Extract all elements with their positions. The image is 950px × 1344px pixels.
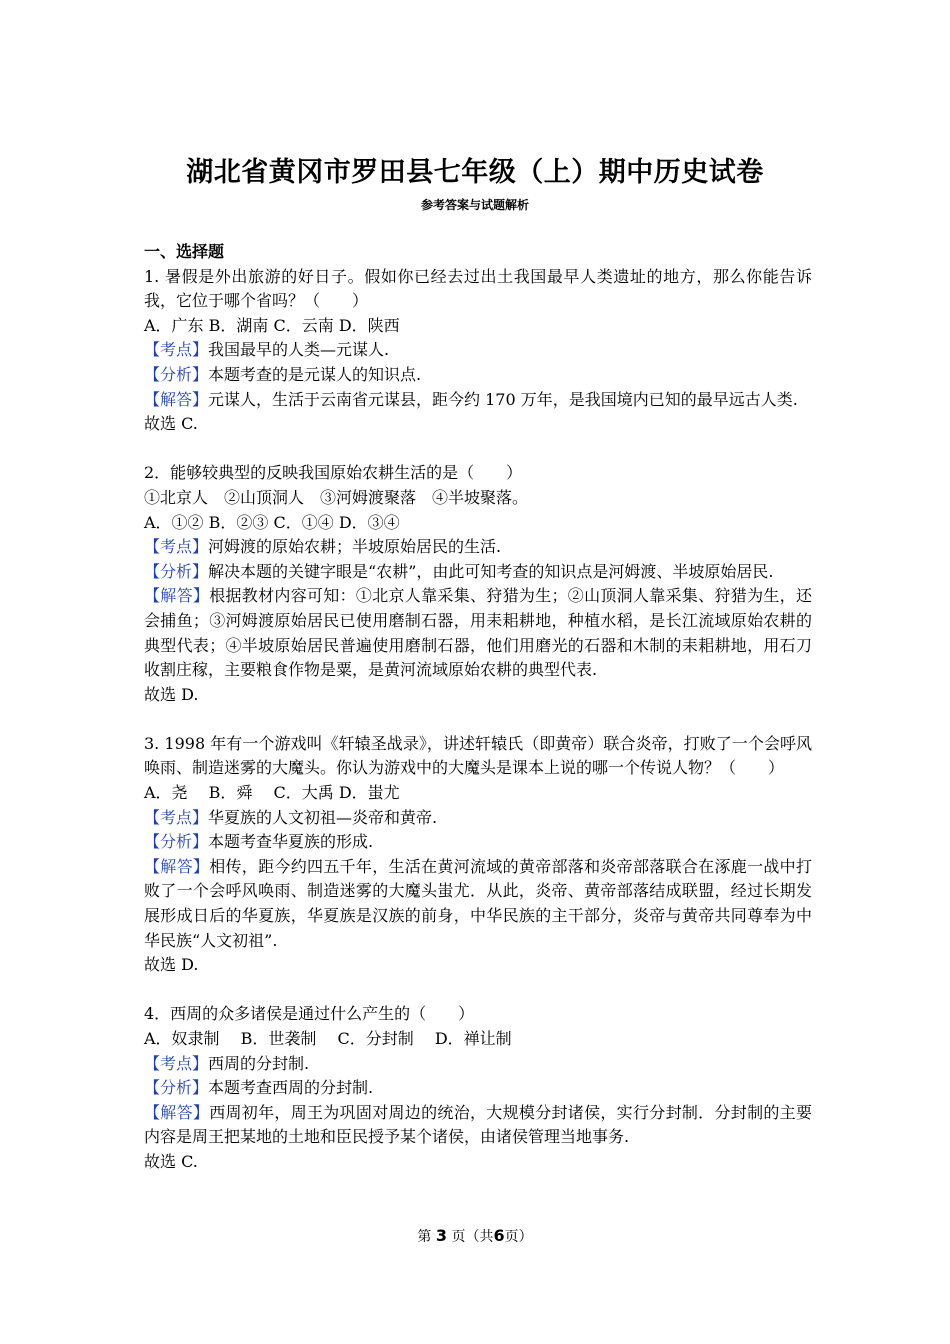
jieda-tag: 【解答】 [144, 389, 209, 409]
jieda-line [144, 855, 812, 953]
footer-suffix: 页） [504, 1229, 533, 1245]
jieda-text: 元谋人，生活于云南省元谋县，距今约 170 万年，是我国境内已知的最早远古人类. [208, 389, 798, 409]
footer-page-total: 6 [493, 1226, 505, 1245]
section-heading: 一、选择题 [144, 242, 225, 261]
jieda-line [144, 1101, 812, 1150]
footer-prefix: 第 [417, 1229, 432, 1245]
page-footer [0, 1226, 950, 1246]
question-options: A．①② B．②③ C．①④ D．③④ [144, 512, 400, 532]
question-stem: 2．能够较典型的反映我国原始农耕生活的是（ ） [144, 463, 523, 483]
fenxi-tag: 【分析】 [144, 1078, 209, 1098]
page-title: 湖北省黄冈市罗田县七年级（上）期中历史试卷 [186, 157, 764, 188]
question-stem: 1. 暑假是外出旅游的好日子。假如你已经去过出土我国最早人类遗址的地方，那么你能告诉我，它位于哪个省吗？（ ） [144, 266, 812, 311]
footer-page-number: 3 [435, 1226, 447, 1245]
question-stem: 4．西周的众多诸侯是通过什么产生的（ ） [144, 1004, 475, 1024]
question-options: A．尧 B．舜 C．大禹 D．蚩尤 [144, 783, 400, 803]
jieda-text: 根据教材内容可知：①北京人靠采集、狩猎为生；②山顶洞人靠采集、狩猎为生，还会捕鱼；③河姆渡原始居民已使用磨制石器，用耒耜耕地，种植水稻，是长江流域原始农耕的典型代表；④半坡原始居民普遍使用磨制石器，他们用磨光的石器和木制的耒耜耕地，用石刀收割庄稼，主要粮食作物是粟，是黄河流域原始农耕的典型代表. [144, 586, 812, 680]
kaodian-line [144, 338, 812, 363]
kaodian-tag: 【考点】 [144, 807, 209, 827]
answer-line: 故选 D. [144, 955, 199, 975]
kaodian-text: 我国最早的人类—元谋人. [208, 340, 390, 360]
jieda-tag: 【解答】 [144, 586, 210, 606]
jieda-line [144, 584, 812, 682]
jieda-text: 相传，距今约四五千年，生活在黄河流域的黄帝部落和炎帝部落联合在涿鹿一战中打败了一个会呼风唤雨、制造迷雾的大魔头蚩尤．从此，炎帝、黄帝部落结成联盟，经过长期发展形成日后的华夏族，华夏族是汉族的前身，中华民族的主干部分，炎帝与黄帝共同尊奉为中华民族“人文初祖”. [144, 856, 812, 950]
kaodian-line [144, 535, 812, 560]
question-options: A．奴隶制 B．世袭制 C．分封制 D．禅让制 [144, 1029, 512, 1048]
fenxi-tag: 【分析】 [144, 832, 209, 852]
question-options: A．广东 B．湖南 C．云南 D．陕西 [144, 315, 400, 335]
answer-line: 故选 D. [144, 684, 199, 704]
question-extra: ①北京人 ②山顶洞人 ③河姆渡聚落 ④半坡聚落。 [144, 487, 529, 507]
fenxi-line [144, 363, 812, 388]
jieda-tag: 【解答】 [144, 856, 210, 876]
kaodian-line [144, 806, 812, 831]
fenxi-text: 本题考查西周的分封制. [208, 1078, 374, 1098]
question-4 [144, 1002, 812, 1174]
question-2 [144, 461, 812, 707]
content [144, 240, 812, 1175]
fenxi-line [144, 560, 812, 585]
kaodian-line [144, 1052, 812, 1077]
fenxi-tag: 【分析】 [144, 561, 209, 581]
jieda-tag: 【解答】 [144, 1102, 210, 1122]
jieda-text: 西周初年，周王为巩固对周边的统治，大规模分封诸侯，实行分封制．分封制的主要内容是周王把某地的土地和臣民授予某个诸侯，由诸侯管理当地事务. [144, 1102, 812, 1147]
page-subtitle: 参考答案与试题解析 [420, 198, 529, 212]
fenxi-line [144, 830, 812, 855]
question-stem: 3. 1998 年有一个游戏叫《轩辕圣战录》，讲述轩辕氏（即黄帝）联合炎帝，打败了一个会呼风唤雨、制造迷雾的大魔头。你认为游戏中的大魔头是课本上说的哪一个传说人物？（ ） [144, 733, 812, 778]
jieda-line [144, 388, 812, 413]
kaodian-text: 西周的分封制. [208, 1053, 310, 1073]
kaodian-tag: 【考点】 [144, 537, 209, 557]
fenxi-text: 本题考查华夏族的形成. [208, 832, 374, 852]
question-3 [144, 732, 812, 978]
footer-middle: 页（共 [451, 1229, 494, 1245]
fenxi-line [144, 1076, 812, 1101]
kaodian-text: 河姆渡的原始农耕；半坡原始居民的生活. [208, 537, 502, 557]
fenxi-text: 本题考查的是元谋人的知识点. [208, 364, 422, 384]
answer-line: 故选 C. [144, 414, 198, 434]
kaodian-tag: 【考点】 [144, 1053, 209, 1073]
question-1 [144, 265, 812, 437]
kaodian-tag: 【考点】 [144, 340, 209, 360]
fenxi-text: 解决本题的关键字眼是“农耕”，由此可知考查的知识点是河姆渡、半坡原始居民. [208, 561, 774, 581]
kaodian-text: 华夏族的人文初祖—炎帝和黄帝. [208, 807, 438, 827]
fenxi-tag: 【分析】 [144, 364, 209, 384]
answer-line: 故选 C. [144, 1151, 198, 1171]
